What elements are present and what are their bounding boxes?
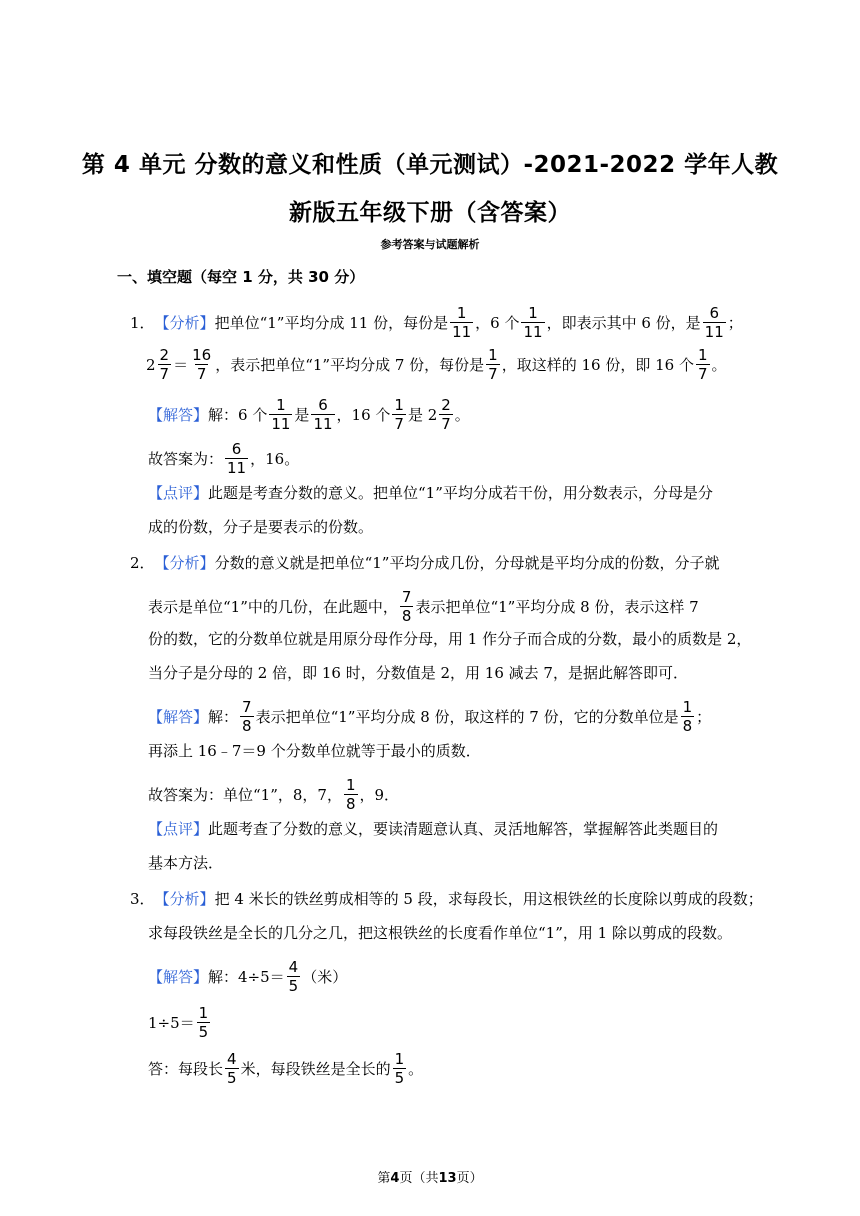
solution-tag: 【解答】 — [148, 707, 209, 726]
text: 米，每段铁丝是全长的 — [240, 1059, 391, 1078]
comment-tag: 【点评】 — [148, 484, 209, 502]
text: 解： — [208, 707, 239, 726]
text: 此题是考查分数的意义。把单位“1”平均分成若干份，用分数表示，分母是分 — [208, 484, 713, 502]
text: 是 2 — [407, 405, 438, 424]
fraction: $\frac{7}{8}$ — [401, 588, 412, 625]
text: 。 — [454, 405, 470, 424]
text: 。 — [408, 1059, 424, 1078]
title-line-1: 第 4 单元 分数的意义和性质（单元测试）-2021-2022 学年人教 — [81, 152, 779, 178]
text: ； — [696, 707, 712, 726]
fraction: $\frac{2}{7}$ — [441, 396, 451, 433]
q3-solution — [148, 958, 347, 995]
fraction: $\frac{1}{7}$ — [488, 346, 498, 383]
fraction: $\frac{1}{8}$ — [345, 776, 356, 813]
text: 第 — [377, 1171, 391, 1186]
text: 当分子是分母的 2 倍，即 16 时，分数值是 2，用 16 减去 7，是据此解答即可． — [148, 664, 688, 682]
comment-tag: 【点评】 — [148, 820, 209, 838]
q2-answer — [148, 776, 399, 813]
text: 是 — [294, 405, 310, 424]
solution-tag: 【解答】 — [148, 967, 209, 986]
fraction: $\frac{1}{11}$ — [271, 396, 291, 433]
fraction: $\frac{4}{5}$ — [227, 1050, 237, 1087]
q2-analysis-line-2 — [148, 588, 699, 625]
text: 表示把单位“1”平均分成 8 份，表示这样 7 — [415, 597, 699, 616]
q3-equation — [148, 1004, 212, 1041]
question-number: 2． — [130, 554, 155, 572]
text: 再添上 16﹣7＝9 个分数单位就等于最小的质数． — [148, 742, 481, 760]
text: ，表示把单位“1”平均分成 7 份，每份是 — [215, 355, 485, 374]
text: 表示把单位“1”平均分成 8 份，取这样的 7 份，它的分数单位是 — [255, 707, 679, 726]
fraction: $\frac{6}{11}$ — [227, 440, 247, 477]
text: ＝ — [173, 355, 189, 374]
question-number: 3． — [130, 890, 155, 908]
page-number: 4 — [390, 1171, 400, 1186]
text: 求每段铁丝是全长的几分之几，把这根铁丝的长度看作单位“1”，用 1 除以剪成的段数。 — [148, 924, 732, 942]
text: 把单位“1”平均分成 11 份，每份是 — [214, 313, 449, 332]
q1-comment-line-1 — [148, 482, 713, 504]
section-heading: 一、填空题（每空 1 分，共 30 分） — [117, 268, 365, 286]
solution-tag: 【解答】 — [148, 405, 209, 424]
fraction: $\frac{2}{7}$ — [159, 346, 170, 383]
q1-answer — [148, 440, 299, 477]
text: 故答案为： — [148, 449, 224, 468]
analysis-tag: 【分析】 — [154, 554, 215, 572]
text: 1÷5＝ — [148, 1013, 195, 1032]
text: ，即表示其中 6 份，是 — [546, 313, 701, 332]
title-line-2: 新版五年级下册（含答案） — [289, 200, 571, 226]
q1-analysis-line-2 — [146, 346, 727, 383]
fraction: $\frac{1}{7}$ — [697, 346, 708, 383]
q2-analysis-line-4 — [148, 662, 688, 684]
text: 表示是单位“1”中的几份，在此题中， — [148, 597, 398, 616]
fraction: $\frac{1}{7}$ — [394, 396, 404, 433]
text: 解：4÷5＝ — [208, 967, 285, 986]
fraction: $\frac{1}{5}$ — [394, 1050, 405, 1087]
text: ，取这样的 16 份，即 16 个 — [501, 355, 694, 374]
text: 成的份数，分子是要表示的份数。 — [148, 518, 374, 536]
text: 页（共 — [399, 1171, 439, 1186]
text: 2 — [146, 355, 156, 374]
q2-comment-line-1 — [148, 818, 718, 840]
text: 此题考查了分数的意义，要读清题意认真、灵活地解答，掌握解答此类题目的 — [208, 820, 719, 838]
text: 把 4 米长的铁丝剪成相等的 5 段，求每段长，用这根铁丝的长度除以剪成的段数； — [214, 890, 763, 908]
q3-analysis-line-2 — [148, 922, 732, 944]
text: （米） — [302, 967, 348, 986]
fraction: $\frac{16}{7}$ — [192, 346, 212, 383]
text: 基本方法． — [148, 854, 224, 872]
analysis-tag: 【分析】 — [154, 313, 215, 332]
q2-solution-line-1 — [148, 698, 711, 735]
fraction: $\frac{6}{11}$ — [704, 304, 724, 341]
text: ，16。 — [250, 449, 300, 468]
fraction: $\frac{1}{8}$ — [682, 698, 693, 735]
q1-solution — [148, 396, 470, 433]
fraction: $\frac{7}{8}$ — [242, 698, 252, 735]
text: ，6 个 — [475, 313, 520, 332]
q2-comment-line-2 — [148, 852, 223, 874]
fraction: $\frac{6}{11}$ — [313, 396, 333, 433]
text: 份的数，它的分数单位就是用原分母作分母，用 1 作分子而合成的分数，最小的质数是 2， — [148, 630, 752, 648]
page-footer — [0, 1167, 860, 1186]
text: 解：6 个 — [208, 405, 268, 424]
subtitle: 参考答案与试题解析 — [380, 238, 480, 251]
fraction: $\frac{1}{11}$ — [523, 304, 543, 341]
q1-analysis-line-1 — [130, 304, 743, 341]
text: 故答案为：单位“1”，8，7， — [148, 785, 342, 804]
text: ； — [727, 313, 743, 332]
q3-reply — [148, 1050, 423, 1087]
q1-comment-line-2 — [148, 516, 373, 538]
analysis-tag: 【分析】 — [154, 890, 215, 908]
text: ，16 个 — [336, 405, 391, 424]
q3-analysis-line-1 — [130, 888, 763, 910]
q2-analysis-line-3 — [148, 628, 751, 650]
question-number: 1． — [130, 313, 155, 332]
q2-analysis-line-1 — [130, 552, 719, 574]
text: 页） — [456, 1171, 483, 1186]
text: 分数的意义就是把单位“1”平均分成几份，分母就是平均分成的份数，分子就 — [214, 554, 720, 572]
fraction: $\frac{1}{11}$ — [452, 304, 472, 341]
q2-solution-line-2 — [148, 740, 481, 762]
fraction: $\frac{1}{5}$ — [198, 1004, 209, 1041]
total-pages: 13 — [438, 1171, 457, 1186]
fraction: $\frac{4}{5}$ — [288, 958, 299, 995]
text: 答：每段长 — [148, 1059, 224, 1078]
text: ，9． — [359, 785, 400, 804]
text: 。 — [711, 355, 727, 374]
